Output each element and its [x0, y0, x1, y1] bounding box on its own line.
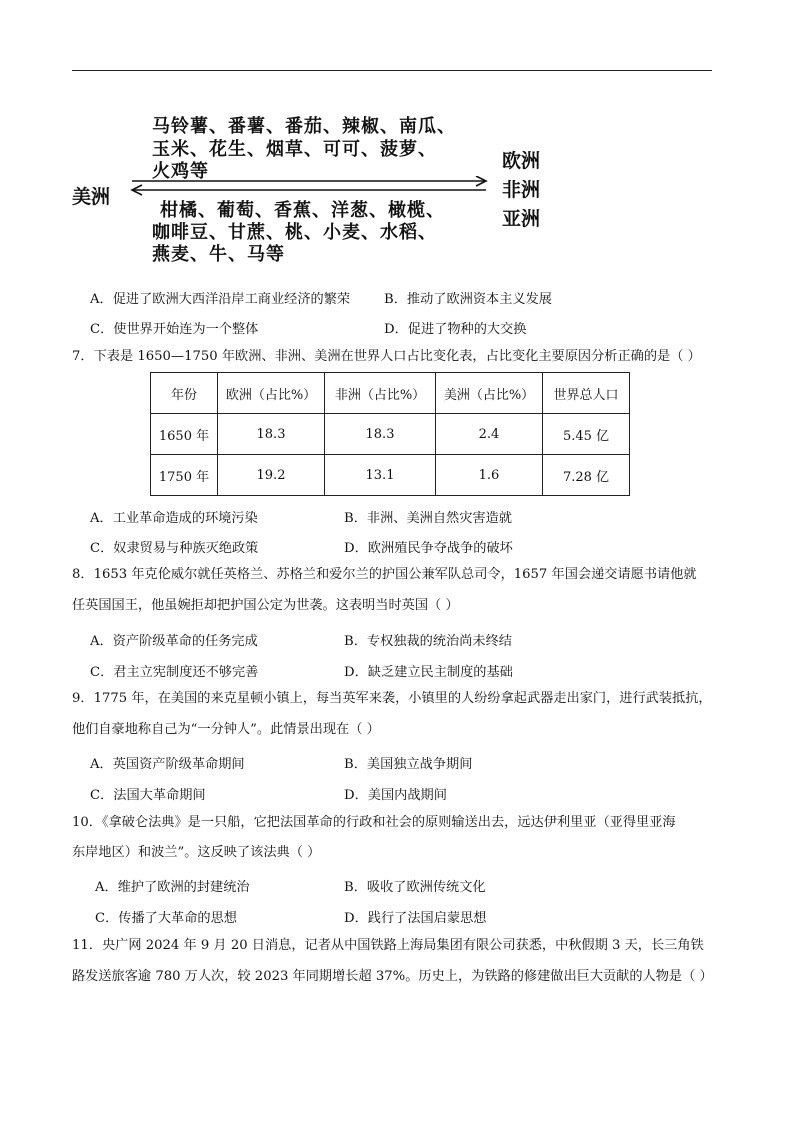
q7-option-b: B．非洲、美洲自然灾害造就 [344, 511, 512, 526]
q8-option-d: D．缺乏建立民主制度的基础 [344, 665, 513, 680]
table-cell: 5.45 亿 [543, 414, 630, 455]
table-row [151, 455, 630, 496]
region-europe: 欧洲 [502, 150, 541, 172]
q9-option-a: A．英国资产阶级革命期间 [90, 757, 245, 772]
table-cell: 18.3 [218, 414, 325, 455]
top-goods-line-2: 玉米、花生、烟草、可可、菠萝、 [152, 139, 437, 160]
double-arrow-icon [126, 176, 492, 198]
region-asia: 亚洲 [502, 208, 541, 230]
q7-stem: 7．下表是 1650—1750 年欧洲、非洲、美洲在世界人口占比变化表，占比变化主要原因分析正确的是（ ） [72, 349, 701, 364]
table-cell: 13.1 [325, 455, 436, 496]
q11-stem-line-2: 路发送旅客逾 780 万人次，较 2023 年同期增长超 37%。历史上，为铁路的修建做出巨大贡献的人物是（ ） [72, 969, 713, 984]
q8-option-c: C．君主立宪制度还不够完善 [90, 665, 259, 680]
table-cell: 1750 年 [151, 455, 218, 496]
table-cell: 18.3 [325, 414, 436, 455]
top-goods-line-3: 火鸡等 [152, 161, 209, 182]
table-header-row [151, 373, 630, 414]
q9-stem-line-1: 9．1775 年，在美国的来克星顿小镇上，每当英军来袭，小镇里的人纷纷拿起武器走出家门，进行武装抵抗， [72, 691, 712, 706]
population-table [150, 372, 630, 496]
q9-option-b: B．美国独立战争期间 [344, 757, 473, 772]
q6-option-c: C．使世界开始连为一个整体 [90, 322, 259, 337]
q10-option-a: A．维护了欧洲的封建统治 [95, 880, 250, 895]
q7-option-d: D．欧洲殖民争夺战争的破坏 [344, 541, 513, 556]
region-americas: 美洲 [72, 186, 111, 208]
bottom-goods-line-3: 燕麦、牛、马等 [152, 244, 285, 265]
bottom-goods-line-2: 咖啡豆、甘蔗、桃、小麦、水稻、 [152, 222, 437, 243]
table-cell: 19.2 [218, 455, 325, 496]
table-header: 年份 [151, 373, 218, 414]
q10-option-d: D．践行了法国启蒙思想 [344, 911, 487, 926]
q7-option-c: C．奴隶贸易与种族灭绝政策 [90, 541, 259, 556]
q10-option-c: C．传播了大革命的思想 [95, 911, 237, 926]
table-cell: 1.6 [436, 455, 543, 496]
q8-option-a: A．资产阶级革命的任务完成 [90, 634, 258, 649]
q8-stem-line-2: 任英国国王，他虽婉拒却把护国公定为世袭。这表明当时英国（ ） [72, 598, 459, 613]
table-header: 世界总人口 [543, 373, 630, 414]
q9-option-c: C．法国大革命期间 [90, 788, 206, 803]
table-header: 美洲（占比%） [436, 373, 543, 414]
table-cell: 1650 年 [151, 414, 218, 455]
table-row [151, 414, 630, 455]
q6-option-b: B．推动了欧洲资本主义发展 [384, 292, 552, 307]
q10-stem-line-2: 东岸地区）和波兰”。这反映了该法典（ ） [72, 845, 321, 860]
bottom-goods-line-1: 柑橘、葡萄、香蕉、洋葱、橄榄、 [160, 200, 445, 221]
q8-option-b: B．专权独裁的统治尚未终结 [344, 634, 512, 649]
q8-stem-line-1: 8．1653 年克伦威尔就任英格兰、苏格兰和爱尔兰的护国公兼军队总司令，1657 年国会递交请愿书请他就 [72, 567, 697, 582]
table-header: 非洲（占比%） [325, 373, 436, 414]
q10-option-b: B．吸收了欧洲传统文化 [344, 880, 486, 895]
table-cell: 2.4 [436, 414, 543, 455]
region-africa: 非洲 [502, 179, 541, 201]
q9-stem-line-2: 他们自豪地称自己为“一分钟人”。此情景出现在（ ） [72, 722, 380, 737]
exchange-diagram [0, 0, 794, 270]
q6-option-d: D．促进了物种的大交换 [384, 322, 527, 337]
q11-stem-line-1: 11．央广网 2024 年 9 月 20 日消息，记者从中国铁路上海局集团有限公司获悉，中秋假期 3 天，长三角铁 [72, 938, 704, 953]
q10-stem-line-1: 10．《拿破仑法典》是一只船，它把法国革命的行政和社会的原则输送出去，远达伊利里亚（亚得里亚海 [72, 815, 676, 830]
q7-option-a: A．工业革命造成的环境污染 [90, 511, 258, 526]
table-header: 欧洲（占比%） [218, 373, 325, 414]
q9-option-d: D．美国内战期间 [344, 788, 447, 803]
q6-option-a: A．促进了欧洲大西洋沿岸工商业经济的繁荣 [90, 292, 351, 307]
table-cell: 7.28 亿 [543, 455, 630, 496]
top-goods-line-1: 马铃薯、番薯、番茄、辣椒、南瓜、 [152, 116, 456, 137]
